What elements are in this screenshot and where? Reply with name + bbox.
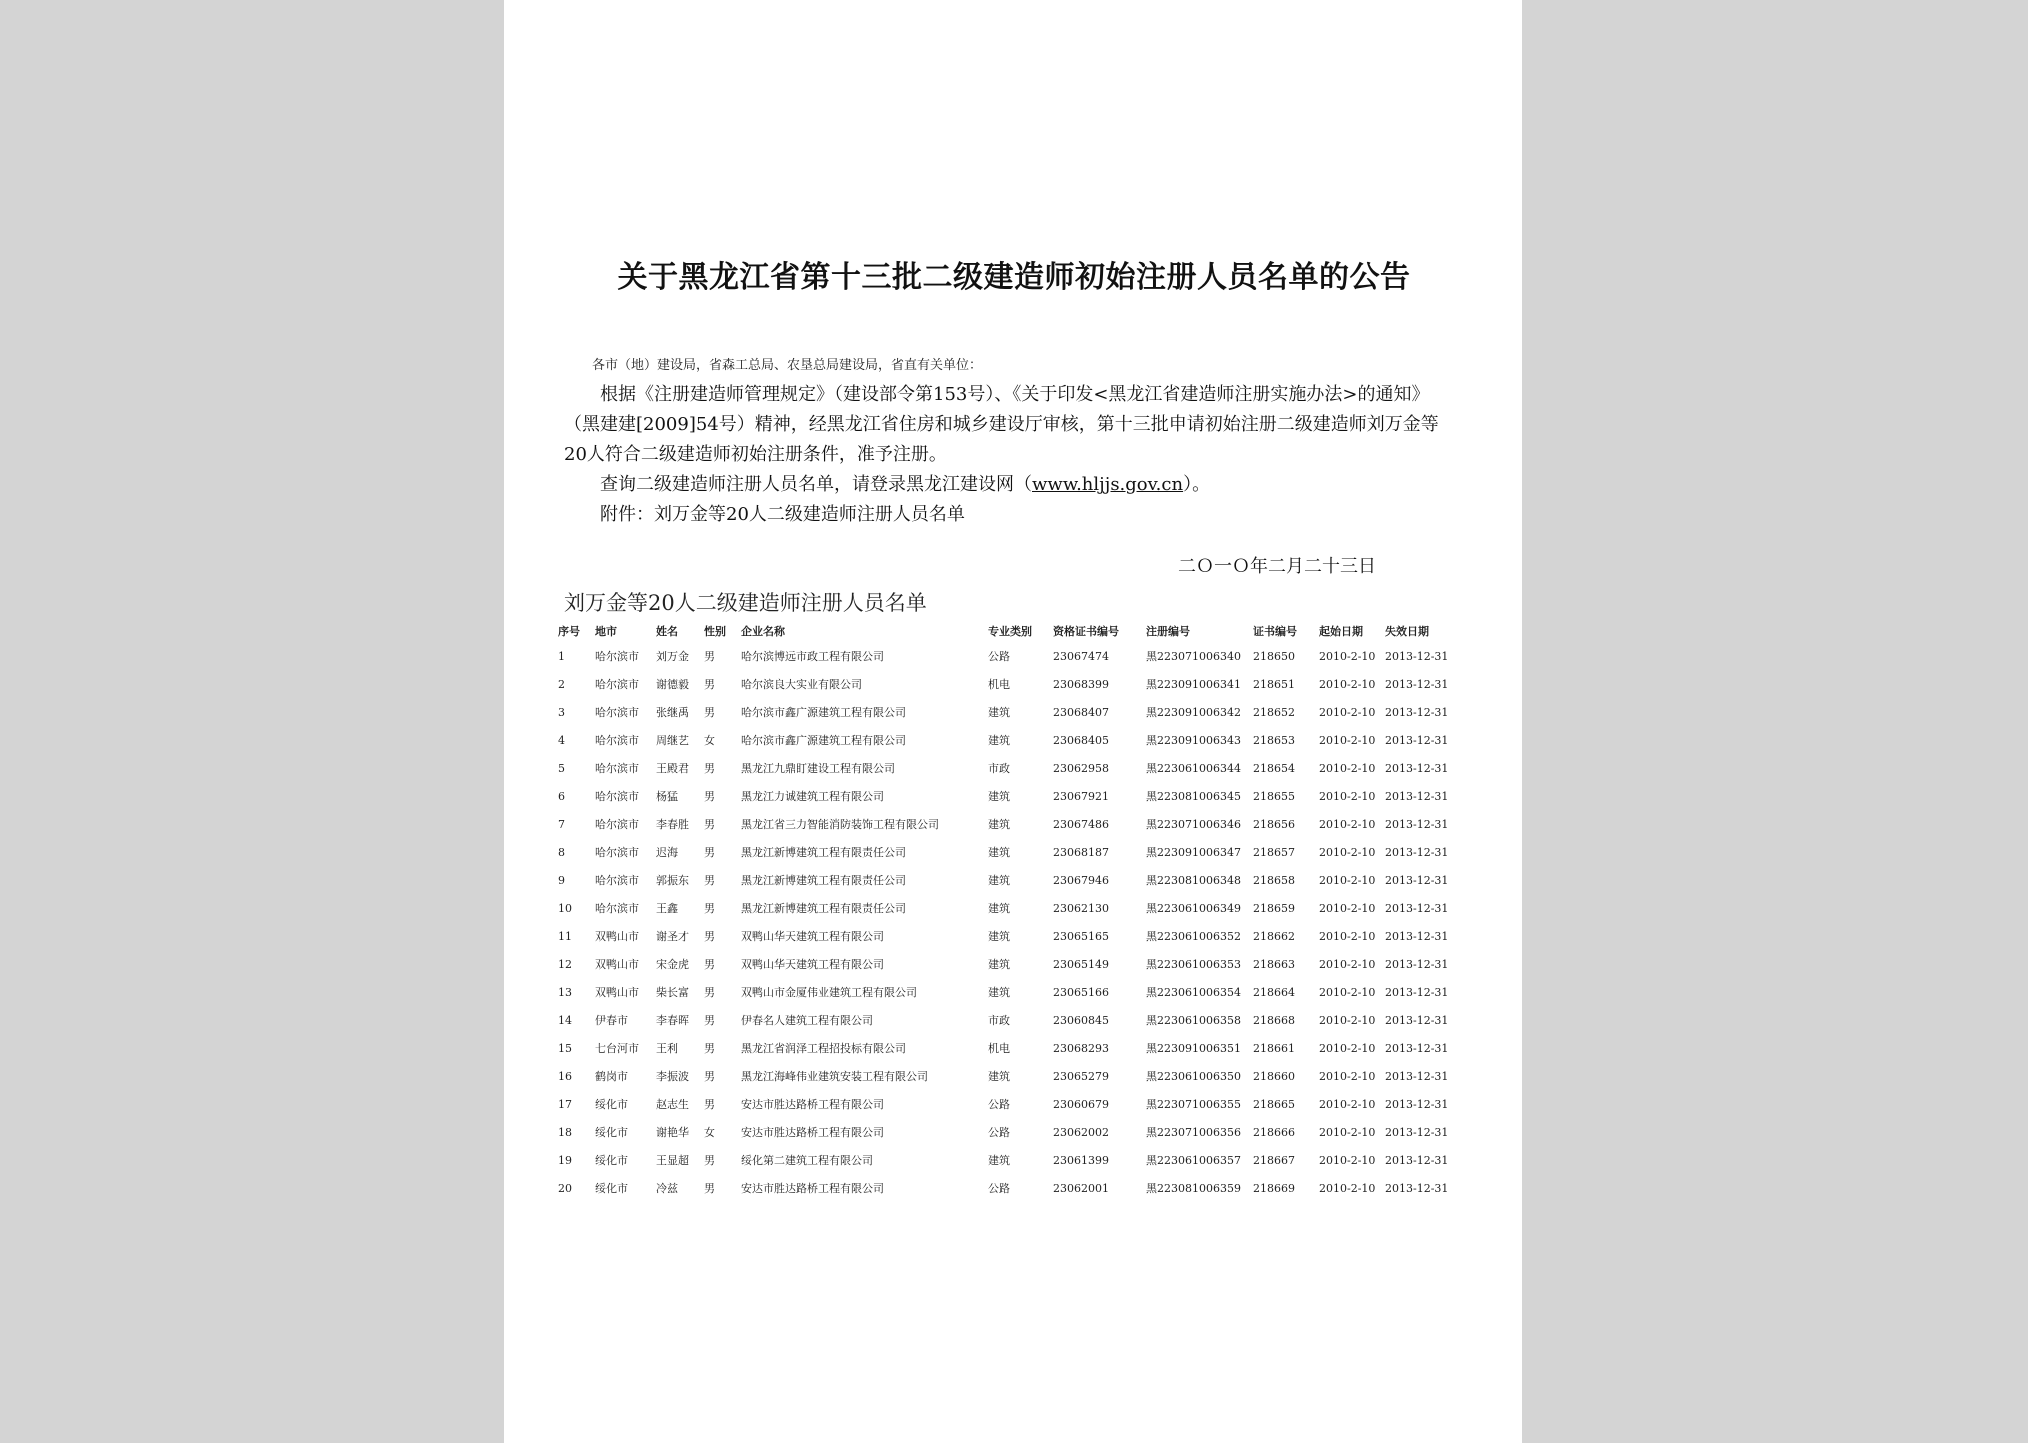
cell-city: 绥化市	[595, 1182, 628, 1195]
cell-no: 4	[558, 733, 565, 747]
cell-end-date: 2013-12-31	[1385, 1069, 1449, 1083]
cell-no: 5	[558, 761, 565, 775]
paragraph-2	[564, 470, 1446, 500]
cell-sex: 男	[704, 1070, 715, 1083]
cell-cert-no: 218665	[1253, 1097, 1295, 1111]
cell-major: 建筑	[988, 986, 1010, 999]
cell-name: 迟海	[656, 846, 678, 859]
table-row	[558, 894, 1448, 922]
cell-no: 18	[558, 1125, 572, 1139]
cell-start-date: 2010-2-10	[1319, 1153, 1376, 1167]
cell-cert-no: 218661	[1253, 1041, 1295, 1055]
cell-no: 11	[558, 929, 572, 943]
cell-qual-cert: 23068405	[1053, 733, 1109, 747]
cell-end-date: 2013-12-31	[1385, 957, 1449, 971]
cell-start-date: 2010-2-10	[1319, 873, 1376, 887]
table-row	[558, 922, 1448, 950]
cell-reg-no: 黑223091006347	[1146, 846, 1241, 859]
cell-city: 哈尔滨市	[595, 650, 639, 663]
cell-name: 李春胜	[656, 818, 689, 831]
cell-sex: 男	[704, 650, 715, 663]
cell-cert-no: 218653	[1253, 733, 1295, 747]
table-row	[558, 1146, 1448, 1174]
cell-start-date: 2010-2-10	[1319, 1041, 1376, 1055]
cell-name: 杨猛	[656, 790, 678, 803]
cell-city: 绥化市	[595, 1126, 628, 1139]
cell-sex: 男	[704, 1182, 715, 1195]
document-date: 二Ｏ一Ｏ年二月二十三日	[1178, 556, 1376, 577]
cell-end-date: 2013-12-31	[1385, 985, 1449, 999]
cell-start-date: 2010-2-10	[1319, 957, 1376, 971]
cell-sex: 女	[704, 734, 715, 747]
cell-cert-no: 218652	[1253, 705, 1295, 719]
paragraph-1: 根据《注册建造师管理规定》（建设部令第153号）、《关于印发<黑龙江省建造师注册实施办法>的通知》（黑建建[2009]54号）精神，经黑龙江省住房和城乡建设厅审核，第十三批申请初始注册二级建造师刘万金等20人符合二级建造师初始注册条件，准予注册。	[564, 384, 1439, 465]
document-body	[564, 380, 1446, 530]
cell-sex: 男	[704, 846, 715, 859]
cell-reg-no: 黑223091006343	[1146, 734, 1241, 747]
header-sex: 性别	[704, 625, 726, 638]
cell-city: 哈尔滨市	[595, 706, 639, 719]
cell-city: 双鸭山市	[595, 930, 639, 943]
cell-qual-cert: 23065166	[1053, 985, 1109, 999]
cell-major: 公路	[988, 650, 1010, 663]
cell-major: 公路	[988, 1126, 1010, 1139]
cell-reg-no: 黑223071006355	[1146, 1098, 1241, 1111]
cell-reg-no: 黑223071006346	[1146, 818, 1241, 831]
cell-sex: 男	[704, 874, 715, 887]
cell-company: 黑龙江新博建筑工程有限责任公司	[741, 874, 906, 887]
cell-start-date: 2010-2-10	[1319, 1181, 1376, 1195]
cell-no: 6	[558, 789, 565, 803]
cell-company: 双鸭山华天建筑工程有限公司	[741, 930, 884, 943]
cell-reg-no: 黑223081006359	[1146, 1182, 1241, 1195]
cell-cert-no: 218668	[1253, 1013, 1295, 1027]
cell-start-date: 2010-2-10	[1319, 649, 1376, 663]
cell-qual-cert: 23065279	[1053, 1069, 1109, 1083]
cell-company: 安达市胜达路桥工程有限公司	[741, 1098, 884, 1111]
cell-sex: 男	[704, 790, 715, 803]
cell-no: 8	[558, 845, 565, 859]
table-row	[558, 1118, 1448, 1146]
cell-qual-cert: 23067921	[1053, 789, 1109, 803]
cell-end-date: 2013-12-31	[1385, 789, 1449, 803]
cell-reg-no: 黑223061006354	[1146, 986, 1241, 999]
header-cert-no: 证书编号	[1253, 625, 1297, 638]
cell-end-date: 2013-12-31	[1385, 873, 1449, 887]
cell-major: 建筑	[988, 706, 1010, 719]
cell-start-date: 2010-2-10	[1319, 1013, 1376, 1027]
cell-name: 张继禹	[656, 706, 689, 719]
cell-reg-no: 黑223091006351	[1146, 1042, 1241, 1055]
cell-start-date: 2010-2-10	[1319, 845, 1376, 859]
cell-reg-no: 黑223061006352	[1146, 930, 1241, 943]
cell-city: 双鸭山市	[595, 986, 639, 999]
cell-reg-no: 黑223061006350	[1146, 1070, 1241, 1083]
cell-sex: 男	[704, 1014, 715, 1027]
cell-name: 郭振东	[656, 874, 689, 887]
cell-qual-cert: 23065165	[1053, 929, 1109, 943]
cell-qual-cert: 23062958	[1053, 761, 1109, 775]
cell-major: 建筑	[988, 734, 1010, 747]
cell-major: 建筑	[988, 790, 1010, 803]
cell-qual-cert: 23060845	[1053, 1013, 1109, 1027]
header-no: 序号	[558, 625, 580, 638]
cell-end-date: 2013-12-31	[1385, 705, 1449, 719]
cell-reg-no: 黑223081006348	[1146, 874, 1241, 887]
cell-qual-cert: 23062001	[1053, 1181, 1109, 1195]
cell-major: 公路	[988, 1098, 1010, 1111]
header-major: 专业类别	[988, 625, 1032, 638]
cell-start-date: 2010-2-10	[1319, 817, 1376, 831]
cell-major: 建筑	[988, 818, 1010, 831]
cell-start-date: 2010-2-10	[1319, 901, 1376, 915]
cell-name: 谢德毅	[656, 678, 689, 691]
cell-name: 赵志生	[656, 1098, 689, 1111]
table-row	[558, 698, 1448, 726]
header-reg-no: 注册编号	[1146, 625, 1190, 638]
table-row	[558, 726, 1448, 754]
cell-major: 机电	[988, 678, 1010, 691]
cell-end-date: 2013-12-31	[1385, 649, 1449, 663]
cell-company: 双鸭山市金厦伟业建筑工程有限公司	[741, 986, 917, 999]
cell-major: 建筑	[988, 930, 1010, 943]
website-link[interactable]: www.hljjs.gov.cn	[1032, 474, 1184, 495]
cell-qual-cert: 23068187	[1053, 845, 1109, 859]
cell-no: 7	[558, 817, 565, 831]
cell-sex: 男	[704, 1042, 715, 1055]
cell-start-date: 2010-2-10	[1319, 789, 1376, 803]
cell-no: 13	[558, 985, 572, 999]
cell-end-date: 2013-12-31	[1385, 1041, 1449, 1055]
paragraph-2-prefix: 查询二级建造师注册人员名单，请登录黑龙江建设网（	[600, 474, 1032, 495]
cell-sex: 男	[704, 986, 715, 999]
cell-cert-no: 218659	[1253, 901, 1295, 915]
cell-reg-no: 黑223071006340	[1146, 650, 1241, 663]
cell-city: 哈尔滨市	[595, 790, 639, 803]
table-header-row	[558, 620, 1448, 642]
cell-no: 12	[558, 957, 572, 971]
table-row	[558, 978, 1448, 1006]
cell-name: 周继艺	[656, 734, 689, 747]
cell-name: 宋金虎	[656, 958, 689, 971]
cell-no: 20	[558, 1181, 572, 1195]
cell-major: 公路	[988, 1182, 1010, 1195]
cell-end-date: 2013-12-31	[1385, 929, 1449, 943]
cell-reg-no: 黑223061006349	[1146, 902, 1241, 915]
cell-cert-no: 218650	[1253, 649, 1295, 663]
cell-reg-no: 黑223071006356	[1146, 1126, 1241, 1139]
cell-name: 李振波	[656, 1070, 689, 1083]
cell-name: 王鑫	[656, 902, 678, 915]
header-city: 地市	[595, 625, 617, 638]
cell-sex: 男	[704, 762, 715, 775]
cell-cert-no: 218657	[1253, 845, 1295, 859]
table-row	[558, 1006, 1448, 1034]
cell-end-date: 2013-12-31	[1385, 1181, 1449, 1195]
cell-end-date: 2013-12-31	[1385, 1153, 1449, 1167]
cell-company: 哈尔滨博远市政工程有限公司	[741, 650, 884, 663]
cell-cert-no: 218658	[1253, 873, 1295, 887]
cell-start-date: 2010-2-10	[1319, 929, 1376, 943]
cell-qual-cert: 23065149	[1053, 957, 1109, 971]
cell-start-date: 2010-2-10	[1319, 985, 1376, 999]
cell-name: 刘万金	[656, 650, 689, 663]
cell-city: 哈尔滨市	[595, 902, 639, 915]
table-row	[558, 782, 1448, 810]
cell-end-date: 2013-12-31	[1385, 733, 1449, 747]
table-row	[558, 1090, 1448, 1118]
cell-sex: 男	[704, 958, 715, 971]
cell-city: 七台河市	[595, 1042, 639, 1055]
document-title: 关于黑龙江省第十三批二级建造师初始注册人员名单的公告	[617, 260, 1411, 295]
cell-sex: 男	[704, 818, 715, 831]
cell-major: 建筑	[988, 1154, 1010, 1167]
cell-city: 哈尔滨市	[595, 874, 639, 887]
cell-reg-no: 黑223091006341	[1146, 678, 1241, 691]
table-row	[558, 670, 1448, 698]
cell-name: 冷兹	[656, 1182, 678, 1195]
cell-name: 王显超	[656, 1154, 689, 1167]
cell-company: 黑龙江新博建筑工程有限责任公司	[741, 902, 906, 915]
cell-reg-no: 黑223061006344	[1146, 762, 1241, 775]
cell-no: 14	[558, 1013, 572, 1027]
table-row	[558, 866, 1448, 894]
cell-cert-no: 218651	[1253, 677, 1295, 691]
cell-cert-no: 218656	[1253, 817, 1295, 831]
header-end-date: 失效日期	[1385, 625, 1429, 638]
cell-qual-cert: 23067946	[1053, 873, 1109, 887]
cell-company: 黑龙江海峰伟业建筑安装工程有限公司	[741, 1070, 928, 1083]
cell-end-date: 2013-12-31	[1385, 1013, 1449, 1027]
cell-sex: 男	[704, 706, 715, 719]
cell-major: 市政	[988, 1014, 1010, 1027]
paragraph-3: 附件：刘万金等20人二级建造师注册人员名单	[600, 504, 965, 525]
cell-major: 建筑	[988, 846, 1010, 859]
cell-cert-no: 218660	[1253, 1069, 1295, 1083]
cell-start-date: 2010-2-10	[1319, 1069, 1376, 1083]
cell-end-date: 2013-12-31	[1385, 1125, 1449, 1139]
cell-no: 1	[558, 649, 565, 663]
cell-name: 谢艳华	[656, 1126, 689, 1139]
cell-city: 鹤岗市	[595, 1070, 628, 1083]
cell-qual-cert: 23062002	[1053, 1125, 1109, 1139]
cell-qual-cert: 23060679	[1053, 1097, 1109, 1111]
cell-major: 市政	[988, 762, 1010, 775]
cell-qual-cert: 23061399	[1053, 1153, 1109, 1167]
cell-end-date: 2013-12-31	[1385, 845, 1449, 859]
table-row	[558, 838, 1448, 866]
cell-name: 谢圣才	[656, 930, 689, 943]
cell-no: 3	[558, 705, 565, 719]
cell-company: 哈尔滨良大实业有限公司	[741, 678, 862, 691]
cell-start-date: 2010-2-10	[1319, 677, 1376, 691]
cell-end-date: 2013-12-31	[1385, 817, 1449, 831]
cell-reg-no: 黑223061006353	[1146, 958, 1241, 971]
addressee-line: 各市（地）建设局，省森工总局、农垦总局建设局，省直有关单位：	[592, 358, 983, 373]
cell-company: 伊春名人建筑工程有限公司	[741, 1014, 873, 1027]
cell-city: 哈尔滨市	[595, 734, 639, 747]
cell-cert-no: 218662	[1253, 929, 1295, 943]
cell-major: 机电	[988, 1042, 1010, 1055]
cell-company: 黑龙江新博建筑工程有限责任公司	[741, 846, 906, 859]
cell-city: 哈尔滨市	[595, 818, 639, 831]
cell-company: 黑龙江九鼎盯建设工程有限公司	[741, 762, 895, 775]
cell-name: 柴长富	[656, 986, 689, 999]
cell-company: 黑龙江力诚建筑工程有限公司	[741, 790, 884, 803]
cell-sex: 男	[704, 1154, 715, 1167]
paragraph-2-suffix: ）。	[1183, 474, 1211, 495]
cell-no: 17	[558, 1097, 572, 1111]
cell-start-date: 2010-2-10	[1319, 1125, 1376, 1139]
cell-qual-cert: 23062130	[1053, 901, 1109, 915]
cell-sex: 男	[704, 902, 715, 915]
table-row	[558, 1034, 1448, 1062]
cell-cert-no: 218663	[1253, 957, 1295, 971]
cell-no: 9	[558, 873, 565, 887]
header-start-date: 起始日期	[1319, 625, 1363, 638]
cell-cert-no: 218664	[1253, 985, 1295, 999]
cell-sex: 女	[704, 1126, 715, 1139]
cell-reg-no: 黑223061006357	[1146, 1154, 1241, 1167]
cell-start-date: 2010-2-10	[1319, 733, 1376, 747]
cell-company: 双鸭山华天建筑工程有限公司	[741, 958, 884, 971]
header-qual-cert: 资格证书编号	[1053, 625, 1119, 638]
cell-company: 黑龙江省三力智能消防装饰工程有限公司	[741, 818, 939, 831]
table-row	[558, 1062, 1448, 1090]
cell-reg-no: 黑223061006358	[1146, 1014, 1241, 1027]
header-name: 姓名	[656, 625, 678, 638]
cell-major: 建筑	[988, 958, 1010, 971]
cell-no: 10	[558, 901, 572, 915]
cell-qual-cert: 23067486	[1053, 817, 1109, 831]
cell-company: 黑龙江省润泽工程招投标有限公司	[741, 1042, 906, 1055]
cell-sex: 男	[704, 678, 715, 691]
table-row	[558, 754, 1448, 782]
cell-qual-cert: 23068407	[1053, 705, 1109, 719]
cell-city: 双鸭山市	[595, 958, 639, 971]
registration-table	[558, 620, 1448, 1202]
cell-city: 哈尔滨市	[595, 762, 639, 775]
cell-sex: 男	[704, 930, 715, 943]
cell-city: 哈尔滨市	[595, 846, 639, 859]
cell-cert-no: 218667	[1253, 1153, 1295, 1167]
cell-company: 哈尔滨市鑫广源建筑工程有限公司	[741, 734, 906, 747]
cell-major: 建筑	[988, 1070, 1010, 1083]
table-row	[558, 810, 1448, 838]
cell-city: 哈尔滨市	[595, 678, 639, 691]
attachment-title: 刘万金等20人二级建造师注册人员名单	[564, 591, 927, 615]
cell-reg-no: 黑223091006342	[1146, 706, 1241, 719]
cell-company: 哈尔滨市鑫广源建筑工程有限公司	[741, 706, 906, 719]
cell-sex: 男	[704, 1098, 715, 1111]
table-row	[558, 1174, 1448, 1202]
table-row	[558, 642, 1448, 670]
cell-qual-cert: 23068293	[1053, 1041, 1109, 1055]
table-row	[558, 950, 1448, 978]
cell-end-date: 2013-12-31	[1385, 677, 1449, 691]
cell-no: 16	[558, 1069, 572, 1083]
cell-cert-no: 218666	[1253, 1125, 1295, 1139]
cell-no: 2	[558, 677, 565, 691]
cell-city: 绥化市	[595, 1098, 628, 1111]
cell-city: 伊春市	[595, 1014, 628, 1027]
cell-company: 绥化第二建筑工程有限公司	[741, 1154, 873, 1167]
cell-reg-no: 黑223081006345	[1146, 790, 1241, 803]
table-body	[558, 642, 1448, 1202]
cell-city: 绥化市	[595, 1154, 628, 1167]
cell-end-date: 2013-12-31	[1385, 1097, 1449, 1111]
cell-end-date: 2013-12-31	[1385, 901, 1449, 915]
cell-name: 李春晖	[656, 1014, 689, 1027]
cell-no: 15	[558, 1041, 572, 1055]
cell-major: 建筑	[988, 874, 1010, 887]
cell-name: 王殿君	[656, 762, 689, 775]
cell-start-date: 2010-2-10	[1319, 761, 1376, 775]
cell-end-date: 2013-12-31	[1385, 761, 1449, 775]
header-company: 企业名称	[741, 625, 785, 638]
cell-qual-cert: 23067474	[1053, 649, 1109, 663]
cell-start-date: 2010-2-10	[1319, 1097, 1376, 1111]
cell-start-date: 2010-2-10	[1319, 705, 1376, 719]
cell-name: 王利	[656, 1042, 678, 1055]
document-page	[504, 0, 1522, 1443]
cell-cert-no: 218669	[1253, 1181, 1295, 1195]
cell-company: 安达市胜达路桥工程有限公司	[741, 1182, 884, 1195]
cell-major: 建筑	[988, 902, 1010, 915]
cell-qual-cert: 23068399	[1053, 677, 1109, 691]
cell-cert-no: 218654	[1253, 761, 1295, 775]
cell-company: 安达市胜达路桥工程有限公司	[741, 1126, 884, 1139]
cell-no: 19	[558, 1153, 572, 1167]
cell-cert-no: 218655	[1253, 789, 1295, 803]
